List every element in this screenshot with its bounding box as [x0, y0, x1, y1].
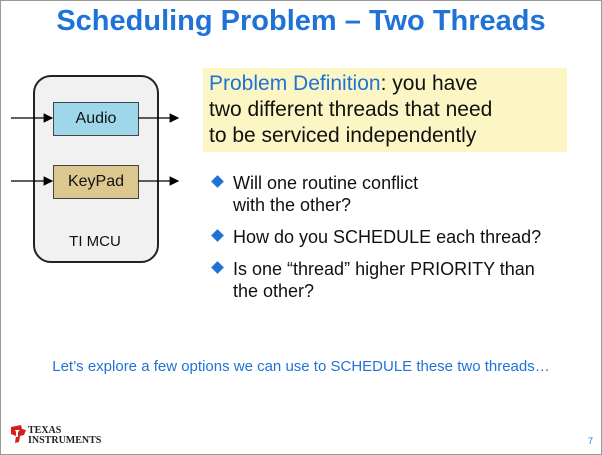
slide-title: Scheduling Problem – Two Threads	[56, 5, 546, 37]
problem-text-3: to be serviced independently	[209, 124, 477, 147]
bullet-item	[213, 258, 597, 302]
ti-logo-text	[28, 426, 101, 446]
mcu-label: TI MCU	[69, 233, 121, 250]
problem-definition	[203, 68, 567, 152]
problem-text-2: two different threads that need	[209, 98, 493, 121]
diamond-bullet-icon	[211, 175, 224, 188]
bullet-item	[213, 226, 597, 248]
logo-line-1: TEXAS	[28, 425, 62, 436]
bullet-list	[213, 172, 597, 312]
logo-line-2: INSTRUMENTS	[28, 435, 102, 446]
ti-logo-icon	[9, 424, 27, 444]
diamond-bullet-icon	[211, 229, 224, 242]
explore-text: Let’s explore a few options we can use to SCHEDULE these two threads…	[52, 358, 550, 375]
bullet-item	[213, 172, 597, 216]
problem-label: Problem Definition	[209, 72, 381, 95]
bullet-text: with the other?	[233, 195, 352, 215]
bullet-text: the other?	[233, 281, 315, 301]
bullet-text: Is one “thread” higher PRIORITY than	[233, 259, 535, 279]
diamond-bullet-icon	[211, 261, 224, 274]
bullet-text: Will one routine conflict	[233, 173, 419, 193]
audio-block: Audio	[53, 102, 139, 136]
problem-text-1: : you have	[380, 72, 478, 95]
page-number: 7	[587, 436, 593, 446]
bullet-text: How do you SCHEDULE each thread?	[233, 227, 542, 247]
keypad-block: KeyPad	[53, 165, 139, 199]
